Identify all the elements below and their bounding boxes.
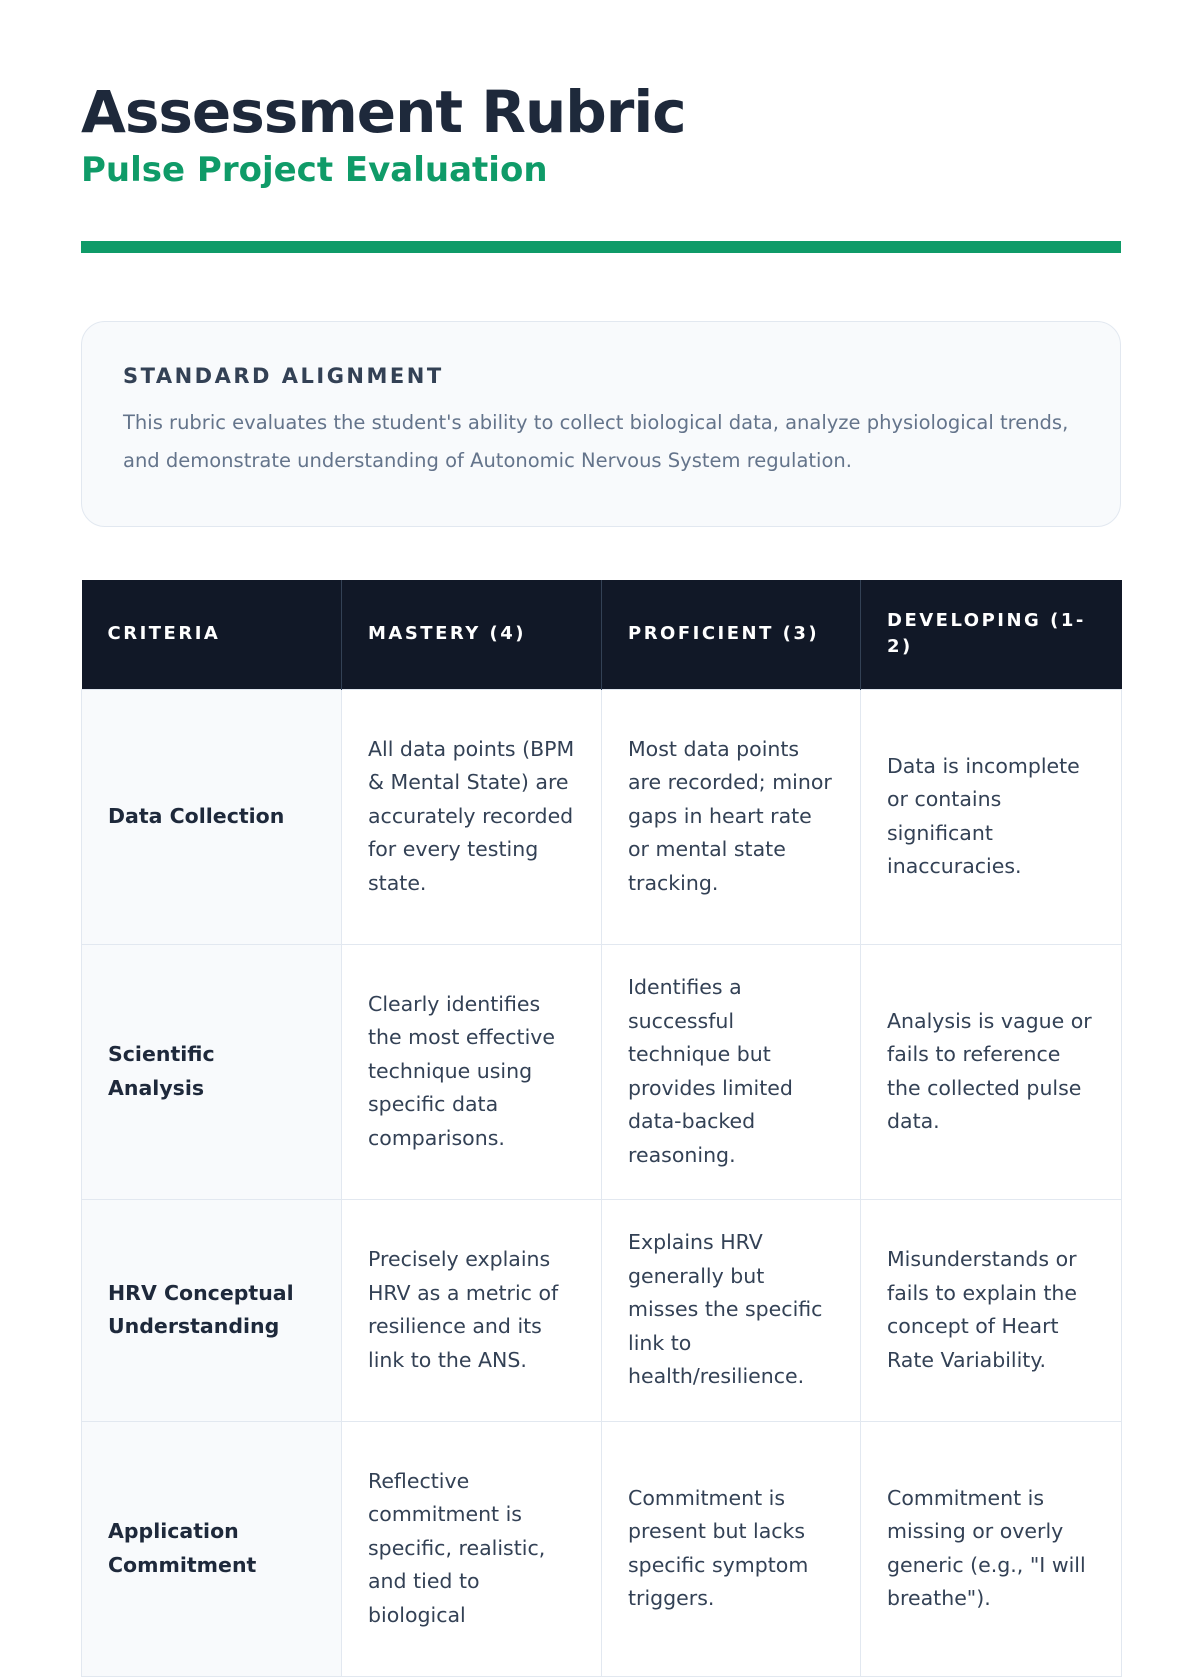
mastery-cell: Precisely explains HRV as a metric of resilience and its link to the ANS. bbox=[342, 1199, 602, 1421]
column-header-proficient: PROFICIENT (3) bbox=[602, 580, 861, 689]
table-row bbox=[82, 1199, 1122, 1421]
developing-cell: Misunderstands or fails to explain the concept of Heart Rate Variability. bbox=[861, 1199, 1122, 1421]
rubric-header-row bbox=[82, 580, 1122, 689]
mastery-cell: Reflective commitment is specific, realistic, and tied to biological bbox=[342, 1421, 602, 1676]
column-header-criteria: CRITERIA bbox=[82, 580, 342, 689]
rubric-table bbox=[81, 580, 1122, 1677]
criteria-cell: Data Collection bbox=[82, 689, 342, 944]
proficient-cell: Explains HRV generally but misses the specific link to health/resilience. bbox=[602, 1199, 861, 1421]
page-title: Assessment Rubric bbox=[81, 78, 686, 146]
developing-cell: Analysis is vague or fails to reference the collected pulse data. bbox=[861, 944, 1122, 1199]
page-subtitle: Pulse Project Evaluation bbox=[81, 150, 548, 190]
title-divider bbox=[81, 241, 1121, 253]
criteria-cell: Application Commitment bbox=[82, 1421, 342, 1676]
criteria-cell: Scientific Analysis bbox=[82, 944, 342, 1199]
criteria-cell: HRV Conceptual Understanding bbox=[82, 1199, 342, 1421]
mastery-cell: Clearly identifies the most effective technique using specific data comparisons. bbox=[342, 944, 602, 1199]
developing-cell: Commitment is missing or overly generic (e.g., "I will breathe"). bbox=[861, 1421, 1122, 1676]
table-row bbox=[82, 1421, 1122, 1676]
mastery-cell: All data points (BPM & Mental State) are accurately recorded for every testing state. bbox=[342, 689, 602, 944]
proficient-cell: Identifies a successful technique but provides limited data-backed reasoning. bbox=[602, 944, 861, 1199]
column-header-developing: DEVELOPING (1-2) bbox=[861, 580, 1122, 689]
table-row bbox=[82, 944, 1122, 1199]
standard-alignment-box bbox=[81, 321, 1121, 527]
proficient-cell: Most data points are recorded; minor gaps in heart rate or mental state tracking. bbox=[602, 689, 861, 944]
rubric-page bbox=[81, 0, 1121, 1627]
table-row bbox=[82, 689, 1122, 944]
proficient-cell: Commitment is present but lacks specific symptom triggers. bbox=[602, 1421, 861, 1676]
standard-alignment-text: This rubric evaluates the student's ability to collect biological data, analyze physiological trends, and demonstrate understanding of Autonomic Nervous System regulation. bbox=[123, 411, 1069, 472]
developing-cell: Data is incomplete or contains significant inaccuracies. bbox=[861, 689, 1122, 944]
column-header-mastery: MASTERY (4) bbox=[342, 580, 602, 689]
standard-alignment-heading: STANDARD ALIGNMENT bbox=[123, 364, 444, 388]
